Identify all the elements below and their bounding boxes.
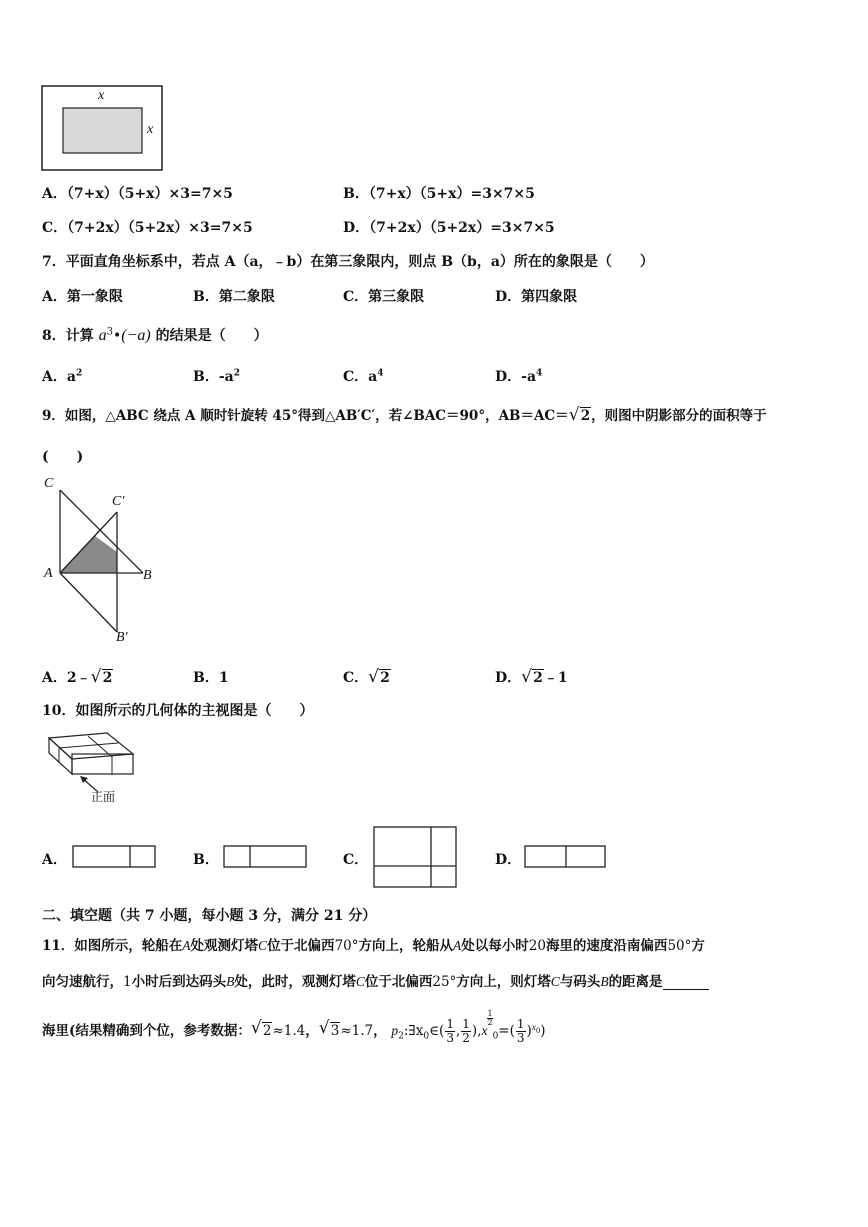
label-a: A <box>44 566 53 581</box>
q8-option-a[interactable]: A．$a^2$ <box>42 368 83 385</box>
q10-option-d-drawing[interactable] <box>525 846 605 867</box>
q10-option-d-label[interactable]: D． <box>495 852 522 868</box>
label-c-prime: C′ <box>112 494 125 509</box>
q11-line2: 向匀速航行，1小时后到达码头B处，此时，观测灯塔C位于北偏西25°方向上，则灯塔C与码头B的距离是 <box>42 970 709 990</box>
q9-option-d[interactable]: D．√ 2﹣1 <box>495 667 568 687</box>
q8-stem: 8．计算 $a^3•(-a)$ 的结果是（ ） <box>42 326 268 344</box>
sqrt-2: √ 2 <box>569 408 591 424</box>
q7-option-c[interactable]: C．第三象限 <box>343 289 425 305</box>
q10-stem: 10．如图所示的几何体的主视图是（ ） <box>42 703 314 719</box>
q9-paren: ( ) <box>42 449 84 465</box>
q8-option-c[interactable]: C．$a^4$ <box>343 368 384 385</box>
q9-option-b[interactable]: B．1 <box>193 670 229 686</box>
q7-option-a[interactable]: A．第一象限 <box>42 289 123 305</box>
q9-stem: 9．如图，△ABC 绕点 A 顺时针旋转 45°得到△AB′C′，若∠BAC＝90°，AB＝AC＝√ 2，则图中阴影部分的面积等于 <box>42 404 767 424</box>
q11-line1: 11．如图所示，轮船在A处观测灯塔C位于北偏西70°方向上，轮船从A处以每小时20海里的速度沿南偏西50°方 <box>42 938 705 954</box>
math-p2: $p_2:\exists x_0\in$( $\frac{1}{3}$ , $\frac{1}{2}$ ),x $^{\frac{1}{2}}$ $_0$=( $\frac{1}{3}$ )$^{x_0}$) <box>391 1009 546 1045</box>
q8-option-b[interactable]: B．$-a^2$ <box>193 368 240 385</box>
label-b-prime: B′ <box>116 630 128 645</box>
q8-option-d[interactable]: D．$-a^4$ <box>495 368 543 385</box>
answer-blank[interactable] <box>663 975 709 990</box>
q7-option-b[interactable]: B．第二象限 <box>193 289 275 305</box>
q10-option-c-drawing[interactable] <box>374 827 456 887</box>
q9-option-a[interactable]: A．2﹣√ 2 <box>42 667 113 687</box>
q6-option-c[interactable]: C．（7+2x）（5+2x）×3=7×5 <box>42 220 253 236</box>
q6-option-a[interactable]: A．（7+x）（5+x）×3=7×5 <box>42 186 233 202</box>
q6-option-b[interactable]: B．（7+x）（5+x）=3×7×5 <box>343 186 535 202</box>
q10-option-b-label[interactable]: B． <box>193 852 219 868</box>
top-x-label: x <box>98 88 105 103</box>
q9-option-c[interactable]: C．√ 2 <box>343 667 391 687</box>
q10-option-a-drawing[interactable] <box>73 846 155 867</box>
section2-title: 二、填空题（共 7 小题，每小题 3 分，满分 21 分） <box>42 908 377 924</box>
side-x-label: x <box>147 122 154 137</box>
label-c: C <box>44 476 54 491</box>
q11-line3: 海里(结果精确到个位，参考数据：√ 2≈1.4，√ 3≈1.7， $p_2:\exists x_0\in$( $\frac{1}{3}$ , $\frac{1}{2}$ ),x $^{\frac{1}{2}}$ $_0$=( $\frac{1}{3}$ )$^{x_0}$) <box>42 1010 546 1052</box>
q7-option-d[interactable]: D．第四象限 <box>495 289 578 305</box>
q10-option-c-label[interactable]: C． <box>343 852 369 868</box>
q7-stem: 7．平面直角坐标系中，若点 A（a，﹣b）在第三象限内，则点 B（b，a）所在的象限是（ ） <box>42 254 654 270</box>
front-label: 正面 <box>91 790 116 804</box>
q6-option-d[interactable]: D．（7+2x）（5+2x）=3×7×5 <box>343 220 555 236</box>
label-b: B <box>143 568 152 583</box>
q10-option-b-drawing[interactable] <box>224 846 306 867</box>
q10-option-a-label[interactable]: A． <box>42 852 67 868</box>
